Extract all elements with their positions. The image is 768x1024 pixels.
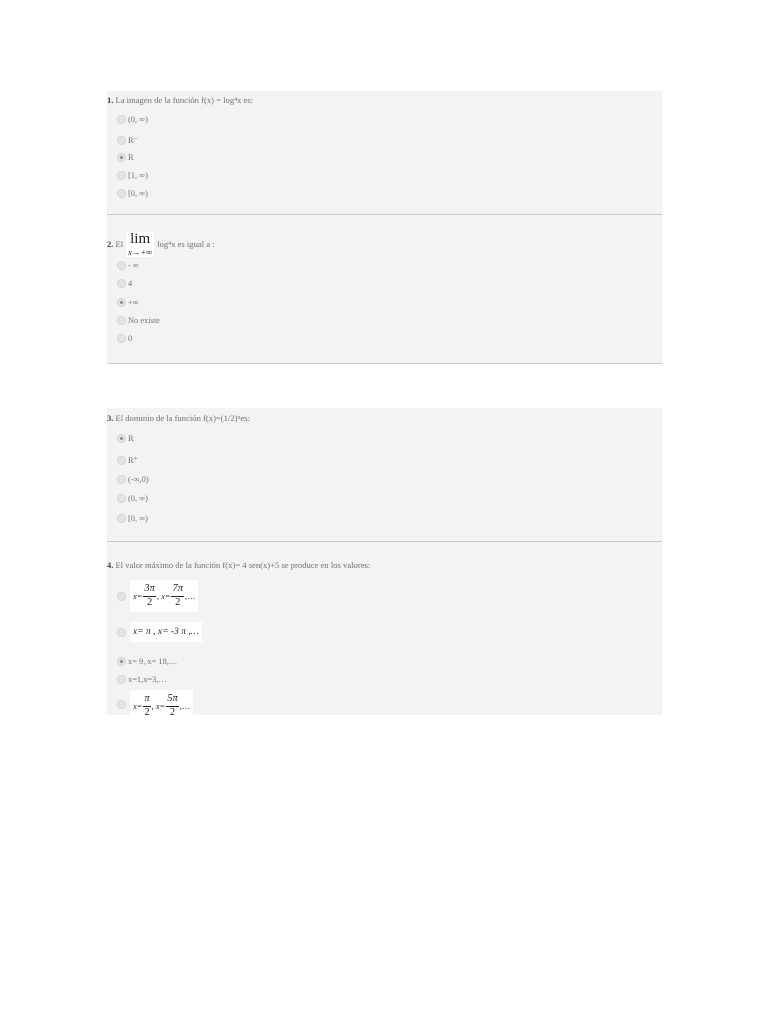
q4-option-5-formula: x= $\frac{\pi}{2}$ , x= $\frac{5\pi}{2}$ ,… <box>130 690 193 715</box>
radio-icon[interactable] <box>117 261 126 270</box>
limit-notation: lim x→+∞ <box>128 231 153 257</box>
radio-icon[interactable] <box>117 592 126 601</box>
question-4-stem <box>107 560 370 570</box>
radio-icon[interactable] <box>117 316 126 325</box>
radio-icon[interactable] <box>117 334 126 343</box>
question-1 <box>107 91 662 215</box>
q4-option-3[interactable]: x= 9, x= 18,… <box>117 657 177 666</box>
radio-icon[interactable] <box>117 628 126 637</box>
question-3-exponent: x <box>237 415 241 421</box>
question-3-text-end: es: <box>240 413 251 423</box>
q4-option-1-formula: x= $\frac{3\pi}{2}$ , x= $\frac{7\pi}{2}$ ,… <box>130 580 198 612</box>
radio-icon[interactable] <box>117 171 126 180</box>
question-4 <box>107 542 662 715</box>
question-1-log-base: 4 <box>234 97 238 103</box>
question-3-stem <box>107 413 250 423</box>
q1-option-5[interactable]: [0, ∞) <box>117 189 148 198</box>
quiz-panel-top <box>107 91 662 364</box>
question-4-text: El valor máximo de la función f(x)= 4 sen(x)+5 se produce en los valores: <box>115 560 371 570</box>
q1-option-3[interactable]: R <box>117 153 134 162</box>
q1-option-4[interactable]: [1, ∞) <box>117 171 148 180</box>
question-2-number: 2. <box>107 239 114 250</box>
q2-option-5[interactable]: 0 <box>117 334 132 343</box>
question-2-prefix: El <box>115 239 124 250</box>
question-1-stem <box>107 95 253 105</box>
q1-option-1[interactable]: (0, ∞) <box>117 115 148 124</box>
q4-option-1[interactable] <box>117 580 198 612</box>
radio-icon[interactable] <box>117 189 126 198</box>
q2-option-4[interactable]: No existe <box>117 316 160 325</box>
radio-selected-icon[interactable] <box>117 153 126 162</box>
question-2 <box>107 215 662 364</box>
q4-option-4[interactable]: x=1,x=3,… <box>117 675 167 684</box>
q2-option-2[interactable]: 4 <box>117 279 132 288</box>
q3-option-5[interactable]: [0, ∞) <box>117 514 148 523</box>
q3-option-2[interactable]: R⁺ <box>117 455 138 465</box>
radio-icon[interactable] <box>117 494 126 503</box>
question-1-text: La imagen de la función f(x) = log <box>115 95 235 105</box>
question-3-text: El dominio de la función f(x)=(1/2) <box>115 413 238 423</box>
q3-option-3[interactable]: (-∞,0) <box>117 475 149 484</box>
radio-icon[interactable] <box>117 475 126 484</box>
q2-option-3[interactable]: +∞ <box>117 298 139 307</box>
question-2-text-end: x es igual a : <box>171 239 215 250</box>
radio-icon[interactable] <box>117 115 126 124</box>
q4-option-2[interactable] <box>117 622 202 642</box>
q1-option-2[interactable]: R⁻ <box>117 135 138 145</box>
radio-icon[interactable] <box>117 514 126 523</box>
radio-selected-icon[interactable] <box>117 657 126 666</box>
question-2-log: log <box>157 239 169 250</box>
question-1-text-end: x es: <box>237 95 254 105</box>
question-2-log-base: 4 <box>168 241 172 248</box>
quiz-panel-bottom <box>107 408 662 715</box>
q2-option-1[interactable]: - ∞ <box>117 261 139 270</box>
q3-option-4[interactable]: (0, ∞) <box>117 494 148 503</box>
radio-icon[interactable] <box>117 279 126 288</box>
radio-selected-icon[interactable] <box>117 434 126 443</box>
radio-selected-icon[interactable] <box>117 298 126 307</box>
radio-icon[interactable] <box>117 700 126 709</box>
question-3 <box>107 408 662 542</box>
q3-option-1[interactable]: R <box>117 434 134 443</box>
question-2-stem <box>107 232 215 257</box>
q4-option-2-formula: x= π , x= -3 π ,… <box>130 622 202 642</box>
question-1-number: 1. <box>107 95 114 105</box>
radio-icon[interactable] <box>117 136 126 145</box>
question-4-number: 4. <box>107 560 114 570</box>
radio-icon[interactable] <box>117 675 126 684</box>
radio-icon[interactable] <box>117 456 126 465</box>
question-3-number: 3. <box>107 413 114 423</box>
q4-option-5[interactable] <box>117 690 193 715</box>
